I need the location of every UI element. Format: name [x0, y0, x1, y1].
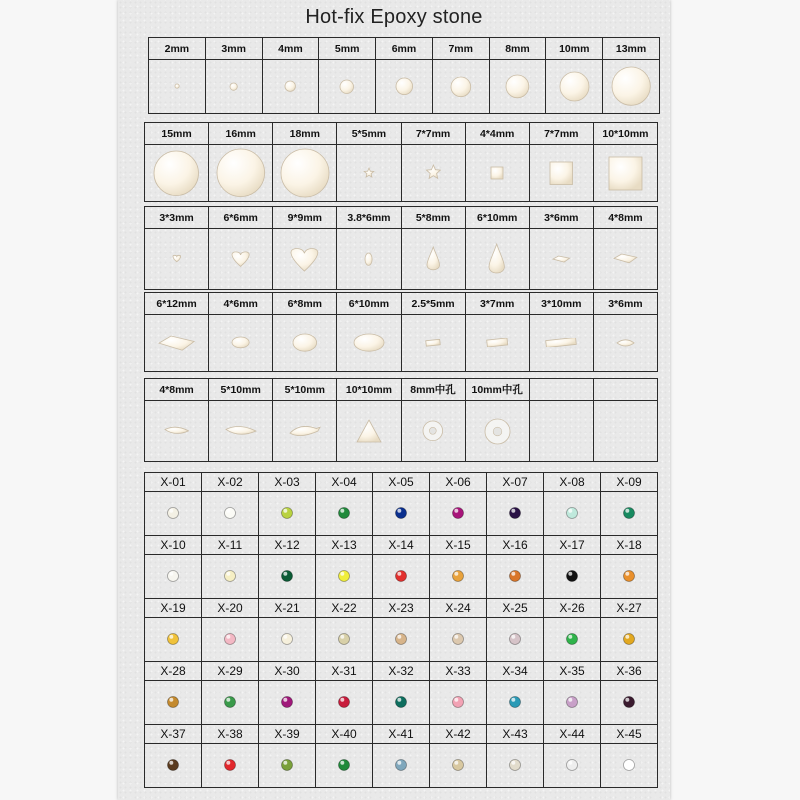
pearl-stone-swatch: [450, 76, 472, 98]
color-stone-swatch: [337, 569, 351, 583]
stone-label: 7*7mm: [529, 123, 593, 145]
pearl-stone-swatch: [545, 338, 577, 347]
label-row: [145, 379, 658, 401]
stone-cell: [430, 681, 487, 725]
stone-label: 6*12mm: [145, 293, 209, 315]
color-stone-swatch: [451, 569, 465, 583]
stone-label: 10mm中孔: [465, 379, 529, 401]
stone-label: 6*10mm: [465, 207, 529, 229]
stone-label: 4*4mm: [465, 123, 529, 145]
stone-cell: [337, 401, 401, 462]
stone-cell: [262, 60, 319, 114]
stone-cell: [273, 315, 337, 372]
stone-label: X-38: [202, 725, 259, 744]
stone-label: X-35: [544, 662, 601, 681]
stone-label: 3*6mm: [529, 207, 593, 229]
stone-label: X-19: [145, 599, 202, 618]
pearl-stone-swatch: [486, 338, 508, 347]
pearl-stone-swatch: [229, 82, 238, 91]
stone-cell: [319, 60, 376, 114]
color-stone-swatch: [565, 569, 579, 583]
pearl-stone-swatch: [613, 253, 638, 264]
color-stone-swatch: [223, 569, 237, 583]
stone-label: X-03: [259, 473, 316, 492]
stone-cell: [145, 681, 202, 725]
stone-label: X-37: [145, 725, 202, 744]
stone-cell: [373, 744, 430, 788]
color-stone-swatch: [394, 758, 408, 772]
stone-cell: [430, 555, 487, 599]
label-row: [145, 207, 658, 229]
stone-cell: [209, 145, 273, 202]
stone-label: 5*5mm: [337, 123, 401, 145]
pearl-stone-swatch: [164, 426, 190, 435]
stone-label: 6*6mm: [209, 207, 273, 229]
stone-label: 15mm: [145, 123, 209, 145]
stone-label: 3*3mm: [145, 207, 209, 229]
size-table: [144, 292, 658, 372]
stone-label: X-02: [202, 473, 259, 492]
label-row: [145, 123, 658, 145]
stone-label: [593, 379, 657, 401]
size-table: [144, 206, 658, 290]
stone-label: 4*8mm: [145, 379, 209, 401]
stone-cell: [465, 229, 529, 290]
color-stone-swatch: [394, 632, 408, 646]
label-row: [145, 536, 658, 555]
stone-label: X-39: [259, 725, 316, 744]
stone-cell: [601, 744, 658, 788]
stone-label: X-27: [601, 599, 658, 618]
stone-label: X-15: [430, 536, 487, 555]
stone-cell: [487, 681, 544, 725]
stone-label: 4*6mm: [209, 293, 273, 315]
pearl-stone-swatch: [425, 164, 442, 181]
stone-cell: [259, 492, 316, 536]
pearl-stone-swatch: [231, 250, 250, 267]
stone-cell: [601, 555, 658, 599]
stone-label: 13mm: [603, 38, 660, 60]
stone-label: 3*10mm: [529, 293, 593, 315]
stone-cell: [487, 492, 544, 536]
stone-label: X-20: [202, 599, 259, 618]
stone-cell: [373, 618, 430, 662]
label-row: [149, 38, 660, 60]
pearl-stone-swatch: [616, 339, 635, 347]
color-stone-swatch: [451, 632, 465, 646]
stone-cell: [601, 618, 658, 662]
pearl-stone-swatch: [426, 246, 441, 272]
stone-cell: [430, 744, 487, 788]
stone-label: X-18: [601, 536, 658, 555]
color-stone-swatch: [565, 632, 579, 646]
pearl-stone-swatch: [395, 77, 414, 96]
pearl-stone-swatch: [174, 83, 180, 89]
stone-cell: [259, 555, 316, 599]
color-stone-swatch: [337, 695, 351, 709]
stone-cell: [487, 618, 544, 662]
pearl-stone-swatch: [153, 150, 200, 197]
size-table: [144, 378, 658, 462]
stone-cell: [401, 229, 465, 290]
stone-cell: [209, 315, 273, 372]
color-stone-swatch: [451, 758, 465, 772]
color-stone-swatch: [565, 758, 579, 772]
pearl-stone-swatch: [225, 425, 257, 436]
stone-label: X-13: [316, 536, 373, 555]
stone-cell: [544, 492, 601, 536]
stone-label: 10*10mm: [593, 123, 657, 145]
color-stone-swatch: [394, 506, 408, 520]
stone-cell: [202, 681, 259, 725]
stone-label: X-43: [487, 725, 544, 744]
epoxy-stone-card: [118, 0, 670, 800]
pearl-stone-swatch: [284, 80, 296, 92]
pearl-stone-swatch: [292, 333, 318, 352]
stone-cell: [273, 229, 337, 290]
color-stone-swatch: [223, 506, 237, 520]
stone-label: 6*8mm: [273, 293, 337, 315]
color-stone-swatch: [622, 758, 636, 772]
stone-label: 16mm: [209, 123, 273, 145]
pearl-stone-swatch: [422, 420, 444, 442]
card-title: Hot-fix Epoxy stone: [305, 6, 483, 28]
stone-label: 10mm: [546, 38, 603, 60]
stone-row: [145, 744, 658, 788]
color-stone-swatch: [508, 506, 522, 520]
pearl-stone-swatch: [490, 166, 504, 180]
stone-label: X-12: [259, 536, 316, 555]
stone-label: X-01: [145, 473, 202, 492]
stone-cell: [145, 229, 209, 290]
stone-cell: [202, 618, 259, 662]
stone-label: X-16: [487, 536, 544, 555]
color-stone-swatch: [508, 569, 522, 583]
pearl-stone-swatch: [608, 156, 643, 191]
stone-label: X-17: [544, 536, 601, 555]
stone-cell: [316, 492, 373, 536]
color-stone-swatch: [622, 569, 636, 583]
stone-cell: [401, 401, 465, 462]
stone-cell: [430, 492, 487, 536]
stone-cell: [259, 618, 316, 662]
label-row: [145, 473, 658, 492]
stone-label: X-23: [373, 599, 430, 618]
stone-label: X-24: [430, 599, 487, 618]
stone-cell: [529, 401, 593, 462]
pearl-stone-swatch: [172, 254, 182, 263]
stone-cell: [316, 618, 373, 662]
pearl-stone-swatch: [339, 79, 355, 95]
stone-cell: [487, 555, 544, 599]
stone-cell: [601, 492, 658, 536]
stone-cell: [544, 681, 601, 725]
color-stone-swatch: [394, 695, 408, 709]
stone-cell: [593, 145, 657, 202]
stone-label: X-28: [145, 662, 202, 681]
color-stone-swatch: [622, 695, 636, 709]
stone-label: X-26: [544, 599, 601, 618]
pearl-stone-swatch: [363, 167, 375, 179]
stone-cell: [145, 555, 202, 599]
color-stone-swatch: [508, 758, 522, 772]
stone-row: [145, 145, 658, 202]
stone-label: X-05: [373, 473, 430, 492]
stone-cell: [145, 492, 202, 536]
stone-label: 18mm: [273, 123, 337, 145]
stone-row: [145, 618, 658, 662]
stone-label: 3.8*6mm: [337, 207, 401, 229]
pearl-stone-swatch: [290, 246, 319, 272]
stone-label: 5*8mm: [401, 207, 465, 229]
stone-label: X-30: [259, 662, 316, 681]
stone-label: X-14: [373, 536, 430, 555]
stone-cell: [316, 681, 373, 725]
stone-cell: [149, 60, 206, 114]
color-stone-swatch: [166, 695, 180, 709]
stone-cell: [145, 401, 209, 462]
pearl-stone-swatch: [216, 148, 266, 198]
pearl-panel-row-5: [144, 378, 658, 462]
stone-label: 4mm: [262, 38, 319, 60]
stone-row: [145, 401, 658, 462]
stone-cell: [373, 681, 430, 725]
stone-cell: [544, 618, 601, 662]
stone-cell: [432, 60, 489, 114]
pearl-stone-swatch: [289, 424, 321, 437]
stone-cell: [316, 555, 373, 599]
stone-cell: [544, 555, 601, 599]
stone-cell: [373, 555, 430, 599]
stone-cell: [529, 229, 593, 290]
stone-label: 9*9mm: [273, 207, 337, 229]
stone-label: X-44: [544, 725, 601, 744]
color-stone-swatch: [337, 506, 351, 520]
pearl-stone-swatch: [158, 335, 195, 351]
stone-label: X-32: [373, 662, 430, 681]
stone-label: X-10: [145, 536, 202, 555]
size-table: [148, 37, 660, 114]
stone-row: [145, 555, 658, 599]
stone-label: 7mm: [432, 38, 489, 60]
stone-cell: [529, 315, 593, 372]
label-row: [145, 599, 658, 618]
stone-label: X-07: [487, 473, 544, 492]
pearl-stone-swatch: [488, 243, 505, 276]
color-stone-swatch: [451, 506, 465, 520]
stone-label: X-09: [601, 473, 658, 492]
color-stone-swatch: [223, 695, 237, 709]
stone-cell: [401, 315, 465, 372]
stone-label: X-06: [430, 473, 487, 492]
pearl-stone-swatch: [559, 71, 590, 102]
color-stone-swatch: [508, 695, 522, 709]
color-stone-swatch: [394, 569, 408, 583]
stone-cell: [465, 401, 529, 462]
stone-label: X-33: [430, 662, 487, 681]
stone-row: [149, 60, 660, 114]
stone-label: 2.5*5mm: [401, 293, 465, 315]
stone-label: 8mm中孔: [401, 379, 465, 401]
stone-row: [145, 681, 658, 725]
pearl-stone-swatch: [484, 418, 511, 445]
stone-label: 10*10mm: [337, 379, 401, 401]
color-table: [144, 472, 658, 788]
stone-cell: [145, 744, 202, 788]
stone-label: 6mm: [376, 38, 433, 60]
color-stone-swatch: [280, 506, 294, 520]
stone-label: X-29: [202, 662, 259, 681]
color-stone-swatch: [166, 569, 180, 583]
color-stone-swatch: [166, 506, 180, 520]
stone-label: 6*10mm: [337, 293, 401, 315]
stone-cell: [489, 60, 546, 114]
stone-label: 2mm: [149, 38, 206, 60]
pearl-stone-swatch: [353, 333, 385, 352]
pearl-stone-swatch: [505, 74, 530, 99]
stone-label: X-21: [259, 599, 316, 618]
stone-cell: [202, 492, 259, 536]
color-chart-panel: [144, 472, 658, 788]
color-stone-swatch: [280, 758, 294, 772]
stone-cell: [259, 744, 316, 788]
color-stone-swatch: [166, 632, 180, 646]
color-stone-swatch: [508, 632, 522, 646]
stone-row: [145, 492, 658, 536]
color-stone-swatch: [565, 695, 579, 709]
stone-cell: [337, 229, 401, 290]
color-stone-swatch: [451, 695, 465, 709]
stone-cell: [465, 315, 529, 372]
color-stone-swatch: [565, 506, 579, 520]
size-table: [144, 122, 658, 202]
pearl-stone-swatch: [231, 336, 250, 349]
stone-label: 3*6mm: [593, 293, 657, 315]
stone-cell: [546, 60, 603, 114]
stone-cell: [601, 681, 658, 725]
label-row: [145, 725, 658, 744]
stone-cell: [487, 744, 544, 788]
stone-cell: [202, 555, 259, 599]
color-stone-swatch: [280, 695, 294, 709]
stone-label: X-45: [601, 725, 658, 744]
stone-row: [145, 229, 658, 290]
stone-label: X-04: [316, 473, 373, 492]
stone-label: X-42: [430, 725, 487, 744]
stone-label: 5*10mm: [209, 379, 273, 401]
color-stone-swatch: [223, 632, 237, 646]
stone-label: X-41: [373, 725, 430, 744]
stone-cell: [593, 315, 657, 372]
stone-cell: [376, 60, 433, 114]
stone-cell: [259, 681, 316, 725]
stone-cell: [465, 145, 529, 202]
color-stone-swatch: [337, 632, 351, 646]
stone-cell: [593, 229, 657, 290]
pearl-stone-swatch: [280, 148, 330, 198]
stone-cell: [401, 145, 465, 202]
stone-cell: [337, 315, 401, 372]
color-stone-swatch: [337, 758, 351, 772]
stone-cell: [430, 618, 487, 662]
pearl-stone-swatch: [611, 66, 651, 106]
stone-label: X-34: [487, 662, 544, 681]
stone-label: X-36: [601, 662, 658, 681]
stone-cell: [316, 744, 373, 788]
stone-cell: [273, 145, 337, 202]
stone-label: 8mm: [489, 38, 546, 60]
stone-cell: [202, 744, 259, 788]
stone-label: 3*7mm: [465, 293, 529, 315]
stone-label: 3mm: [205, 38, 262, 60]
stone-label: X-25: [487, 599, 544, 618]
pearl-panel-row-4: [144, 292, 658, 372]
stone-cell: [373, 492, 430, 536]
stone-cell: [273, 401, 337, 462]
stone-cell: [145, 618, 202, 662]
pearl-panel-row-1: [148, 37, 660, 114]
stone-label: [529, 379, 593, 401]
label-row: [145, 293, 658, 315]
pearl-stone-swatch: [549, 161, 574, 186]
pearl-stone-swatch: [356, 419, 382, 443]
pearl-panel-row-2: [144, 122, 658, 202]
color-stone-swatch: [223, 758, 237, 772]
stone-row: [145, 315, 658, 372]
stone-label: 7*7mm: [401, 123, 465, 145]
stone-cell: [529, 145, 593, 202]
stone-label: X-08: [544, 473, 601, 492]
color-stone-swatch: [166, 758, 180, 772]
stone-label: X-40: [316, 725, 373, 744]
pearl-stone-swatch: [552, 255, 571, 263]
pearl-stone-swatch: [425, 339, 441, 347]
pearl-stone-swatch: [364, 252, 373, 266]
color-stone-swatch: [622, 632, 636, 646]
color-stone-swatch: [280, 632, 294, 646]
pearl-panel-row-3: [144, 206, 658, 290]
stone-cell: [337, 145, 401, 202]
color-stone-swatch: [622, 506, 636, 520]
stone-cell: [145, 315, 209, 372]
stone-label: X-31: [316, 662, 373, 681]
stone-cell: [145, 145, 209, 202]
stone-cell: [209, 229, 273, 290]
stone-label: 5mm: [319, 38, 376, 60]
stone-cell: [593, 401, 657, 462]
color-stone-swatch: [280, 569, 294, 583]
stone-label: X-22: [316, 599, 373, 618]
stone-cell: [544, 744, 601, 788]
stone-cell: [205, 60, 262, 114]
stone-label: X-11: [202, 536, 259, 555]
label-row: [145, 662, 658, 681]
stone-cell: [209, 401, 273, 462]
stone-cell: [603, 60, 660, 114]
stone-label: 4*8mm: [593, 207, 657, 229]
stone-label: 5*10mm: [273, 379, 337, 401]
